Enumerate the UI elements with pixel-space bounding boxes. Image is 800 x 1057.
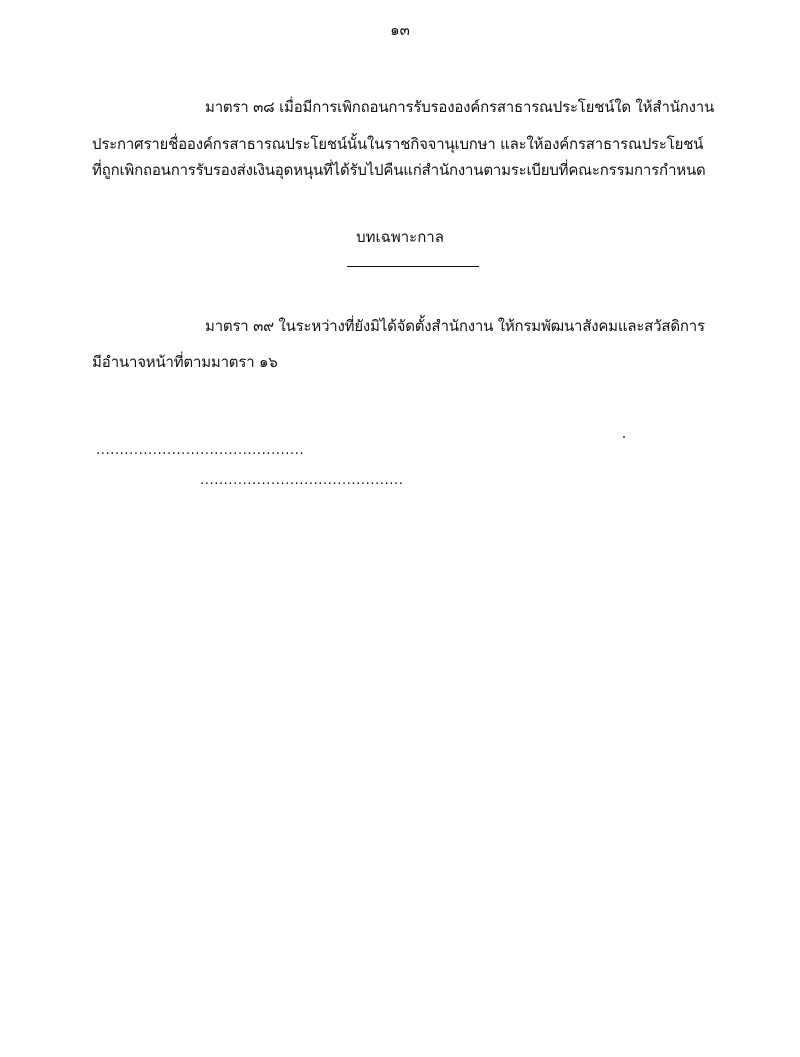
signature-dotted-line-2: ........................................... [200,473,404,488]
heading-underline [347,266,479,267]
section-39-line-1: มาตรา ๓๙ ในระหว่างที่ยังมิได้จัดตั้งสำนักงาน ให้กรมพัฒนาสังคมและสวัสดิการ [205,317,705,335]
signature-dotted-line-1: ............................................ [96,443,305,458]
page-number: ๑๓ [390,21,410,39]
section-39-line-2: มีอำนาจหน้าที่ตามมาตรา ๑๖ [92,353,278,371]
section-38-line-3: ที่ถูกเพิกถอนการรับรองส่งเงินอุดหนุนที่ได้รับไปคืนแก่สำนักงานตามระเบียบที่คณะกรรมการกำหนด [92,161,706,179]
transitional-provisions-heading: บทเฉพาะกาล [356,228,444,246]
section-38-line-1: มาตรา ๓๘ เมื่อมีการเพิกถอนการรับรององค์กรสาธารณประโยชน์ใด ให้สำนักงาน [205,98,715,116]
scan-speck [623,436,625,438]
section-38-line-2: ประกาศรายชื่อองค์กรสาธารณประโยชน์นั้นในราชกิจจานุเบกษา และให้องค์กรสาธารณประโยชน์ [92,135,704,153]
